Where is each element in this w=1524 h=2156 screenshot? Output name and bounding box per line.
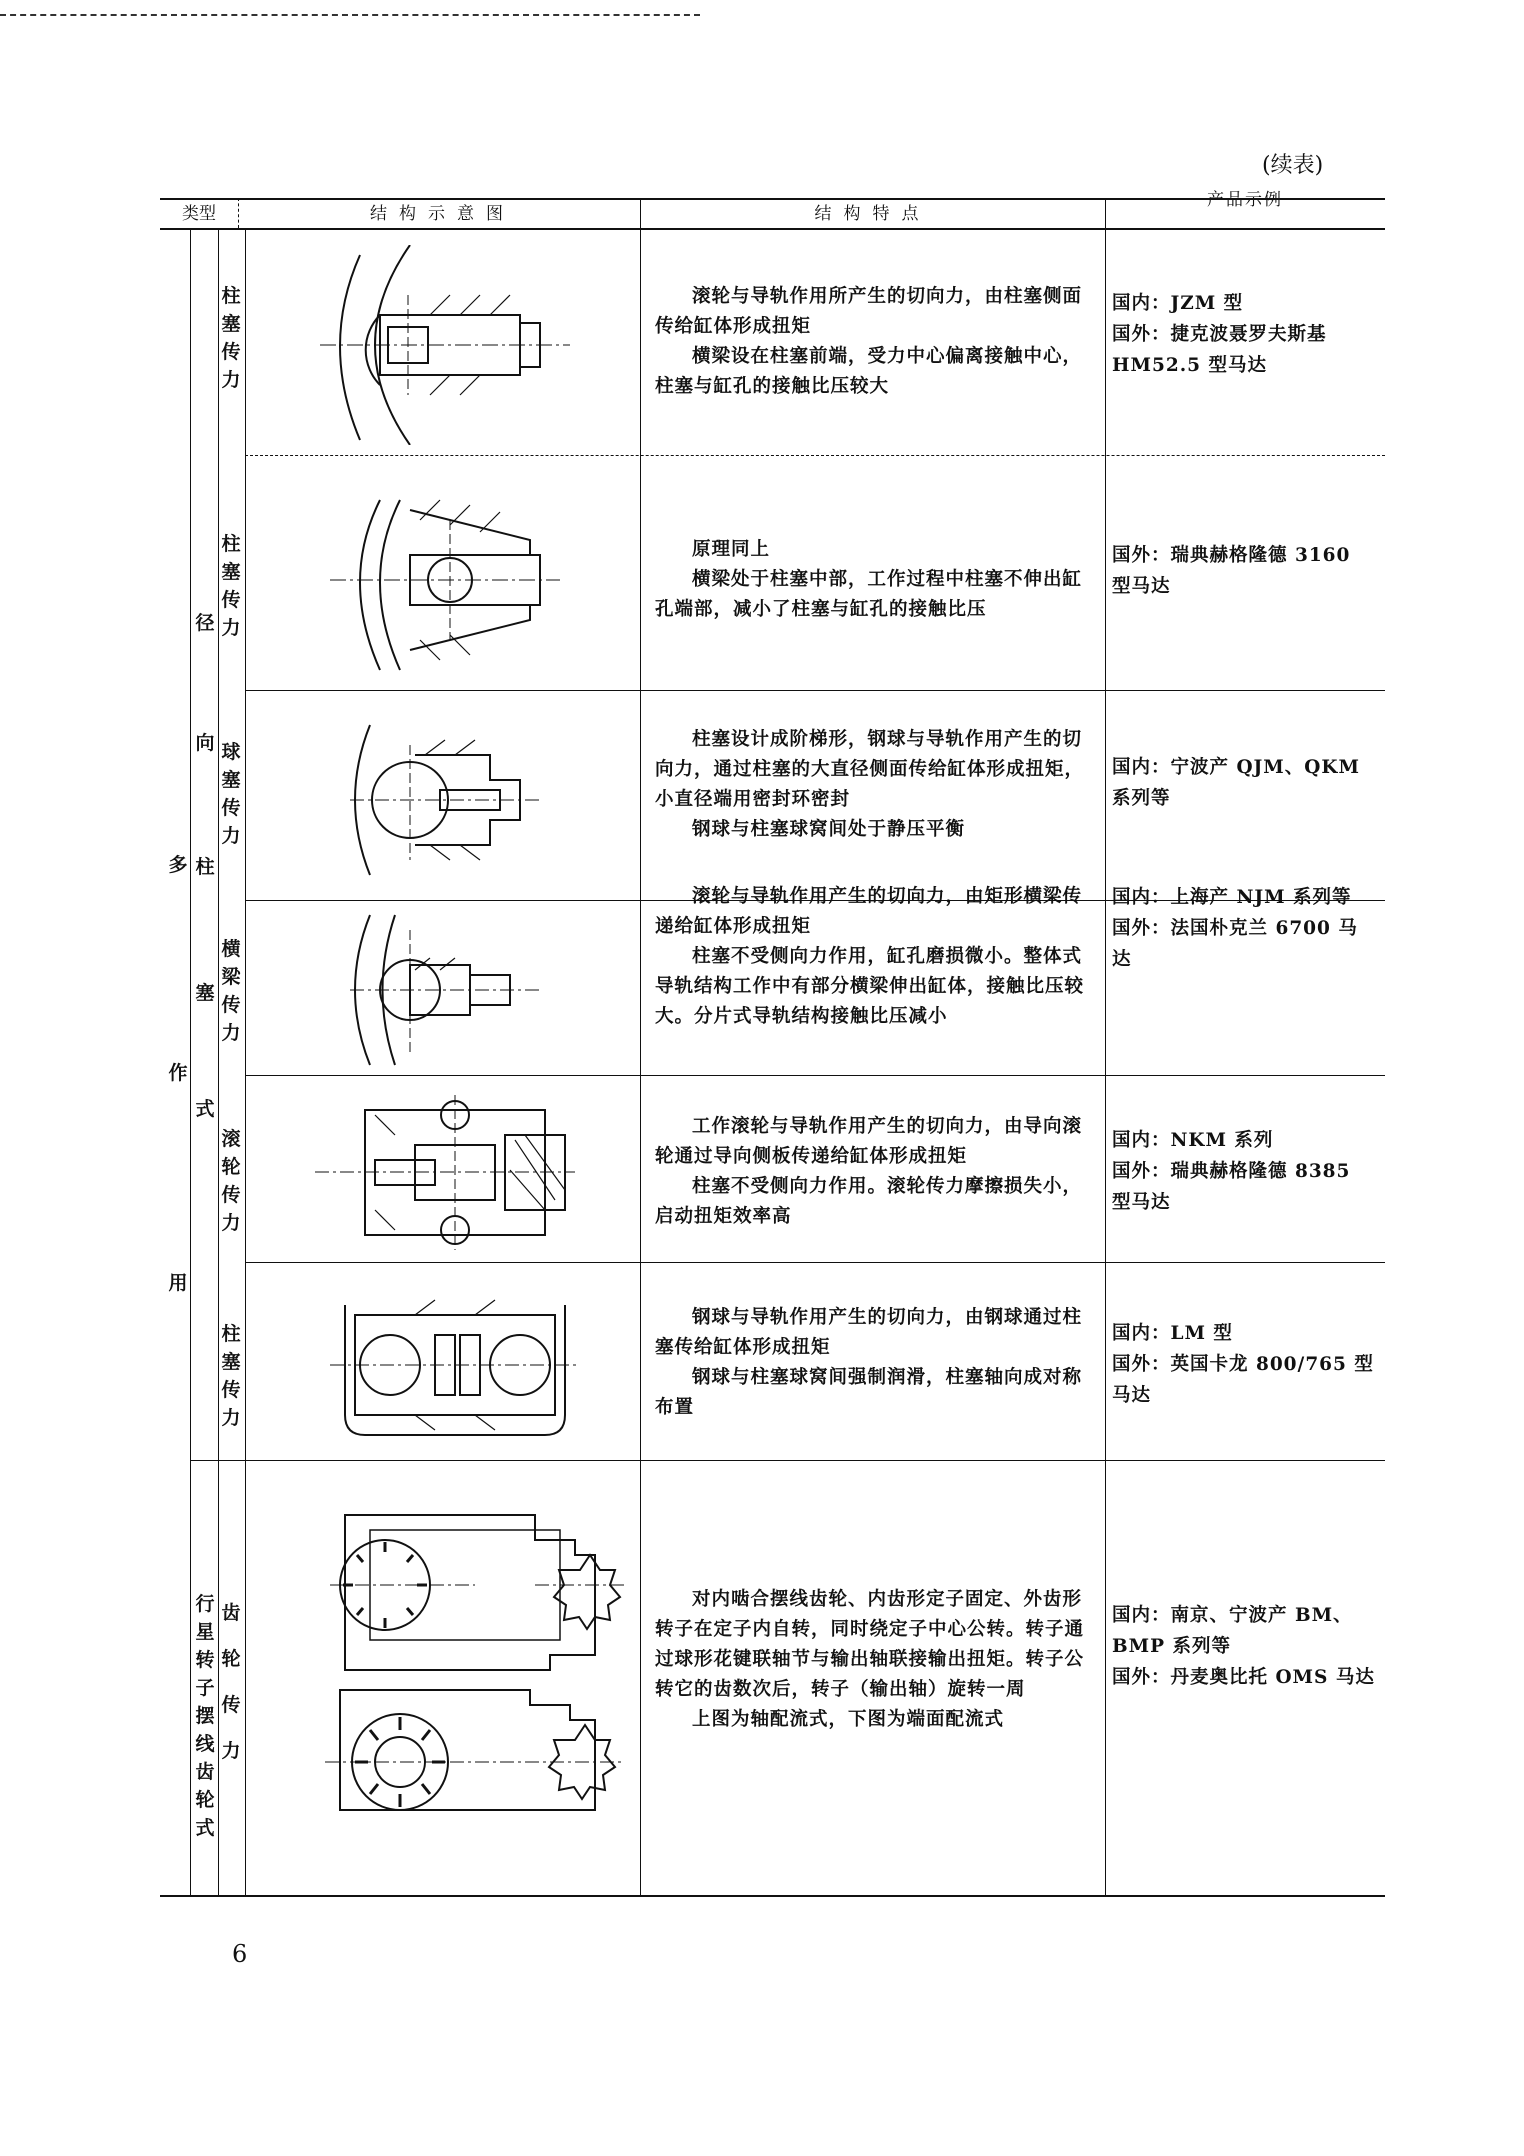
category-main-char: 用 <box>168 1272 188 1294</box>
row-separator <box>245 1262 1385 1263</box>
feature-paragraph: 上图为轴配流式，下图为端面配流式 <box>692 1709 1005 1730</box>
header-bottom-rule <box>160 228 1385 230</box>
feature-paragraph: 横梁处于柱塞中部，工作过程中柱塞不伸出缸孔端部，减小了柱塞与缸孔的接触比压 <box>655 569 1083 620</box>
category-radial-char: 塞 <box>195 982 215 1004</box>
row-sublabel: 球塞传力 <box>221 741 241 847</box>
row-features <box>655 1585 1095 1735</box>
product-line: 国内：上海产 NJM 系列等 <box>1112 887 1352 908</box>
feature-paragraph: 原理同上 <box>692 539 771 560</box>
row-separator <box>190 1460 1385 1461</box>
column-divider <box>245 228 246 1895</box>
category-main-char: 多 <box>168 854 188 876</box>
feature-paragraph: 滚轮与导轨作用产生的切向力，由矩形横梁传递给缸体形成扭矩 <box>655 886 1083 937</box>
row-features <box>655 535 1095 625</box>
header-products: 产品示例 <box>1207 190 1283 210</box>
category-planetary: 行星转子摆线齿轮式 <box>195 1593 215 1839</box>
row-products <box>1112 288 1377 381</box>
row-sublabel: 滚轮传力 <box>221 1128 241 1234</box>
feature-paragraph: 柱塞设计成阶梯形，钢球与导轨作用产生的切向力，通过柱塞的大直径侧面传给缸体形成扭矩，小直径端用密封环密封 <box>655 729 1085 810</box>
product-line: 国内：JZM 型 <box>1112 293 1244 314</box>
row-features <box>655 1303 1095 1423</box>
page-number: 6 <box>232 1940 248 1968</box>
row-products <box>1112 540 1377 602</box>
row-sublabel: 齿轮传力 <box>221 1602 241 1762</box>
product-line: 国外：瑞典赫格隆德 8385 型马达 <box>1112 1161 1351 1213</box>
row-sublabel: 横梁传力 <box>221 938 241 1044</box>
column-divider <box>640 198 641 1895</box>
header-type: 类型 <box>182 204 216 224</box>
product-line: 国外：法国朴克兰 6700 马达 <box>1112 918 1358 970</box>
product-line: 国外：捷克波聂罗夫斯基 HM52.5 型马达 <box>1112 324 1327 376</box>
feature-paragraph: 钢球与柱塞球窝间处于静压平衡 <box>692 819 966 840</box>
product-line: 国外：英国卡龙 800/765 型马达 <box>1112 1354 1374 1406</box>
category-radial-char: 柱 <box>195 856 215 878</box>
column-divider <box>1105 198 1106 1895</box>
product-line: 国外：丹麦奥比托 OMS 马达 <box>1112 1667 1375 1688</box>
row-sublabel: 柱塞传力 <box>221 533 241 639</box>
product-line: 国内：NKM 系列 <box>1112 1130 1274 1151</box>
header-divider <box>238 198 239 228</box>
product-line: 国内：南京、宁波产 BM、BMP 系列等 <box>1112 1605 1353 1657</box>
row-sublabel: 柱塞传力 <box>221 1323 241 1429</box>
diagram-ball-plunger <box>330 715 570 885</box>
row-separator <box>245 1075 1385 1076</box>
diagram-plunger-front-beam <box>300 245 600 445</box>
column-divider <box>190 228 191 1895</box>
feature-paragraph: 钢球与柱塞球窝间强制润滑，柱塞轴向成对称布置 <box>655 1367 1083 1418</box>
feature-paragraph: 钢球与导轨作用产生的切向力，由钢球通过柱塞传给缸体形成扭矩 <box>655 1307 1083 1358</box>
row-separator <box>245 690 1385 691</box>
product-line: 国外：瑞典赫格隆德 3160 型马达 <box>1112 545 1351 597</box>
table-bottom-rule <box>160 1895 1385 1897</box>
row-sublabel: 柱塞传力 <box>221 285 241 391</box>
product-line: 国内：LM 型 <box>1112 1323 1233 1344</box>
row-features <box>655 282 1095 402</box>
feature-paragraph: 横梁设在柱塞前端，受力中心偏离接触中心，柱塞与缸孔的接触比压较大 <box>655 346 1083 397</box>
row-products <box>1112 882 1377 975</box>
category-radial-char: 径 <box>195 612 215 634</box>
diagram-roller <box>305 1090 585 1255</box>
row-products <box>1112 1125 1377 1218</box>
top-dashed-rule <box>0 14 700 16</box>
row-features <box>655 1112 1095 1232</box>
diagram-plunger-mid-beam <box>300 480 600 680</box>
row-products <box>1112 752 1377 814</box>
row-features <box>655 725 1095 845</box>
category-main-char: 作 <box>168 1062 188 1084</box>
feature-paragraph: 滚轮与导轨作用所产生的切向力，由柱塞侧面传给缸体形成扭矩 <box>655 286 1083 337</box>
feature-paragraph: 柱塞不受侧向力作用。滚轮传力摩擦损失小，启动扭矩效率高 <box>655 1176 1083 1227</box>
diagram-gerotor <box>325 1500 625 1850</box>
row-products <box>1112 1600 1377 1693</box>
feature-paragraph: 柱塞不受侧向力作用，缸孔磨损微小。整体式导轨结构工作中有部分横梁伸出缸体，接触比压较大。分片式导轨结构接触比压减小 <box>655 946 1085 1027</box>
continuation-label: (续表) <box>1262 153 1324 178</box>
header-features: 结构特点 <box>814 204 931 224</box>
product-line: 国内：宁波产 QJM、QKM 系列等 <box>1112 757 1360 809</box>
category-radial-char: 式 <box>195 1098 215 1120</box>
diagram-crossbeam <box>340 910 560 1070</box>
row-products <box>1112 1318 1377 1411</box>
diagram-axial-ball-plunger <box>325 1285 585 1450</box>
category-radial-char: 向 <box>195 732 215 754</box>
header-diagram: 结构示意图 <box>370 204 515 224</box>
row-separator <box>245 455 1385 456</box>
row-features <box>655 882 1095 1032</box>
feature-paragraph: 对内啮合摆线齿轮、内齿形定子固定、外齿形转子在定子内自转，同时绕定子中心公转。转子通过球形花键联轴节与输出轴联接输出扭矩。转子公转它的齿数次后，转子（输出轴）旋转一周 <box>655 1589 1085 1700</box>
feature-paragraph: 工作滚轮与导轨作用产生的切向力，由导向滚轮通过导向侧板传递给缸体形成扭矩 <box>655 1116 1083 1167</box>
